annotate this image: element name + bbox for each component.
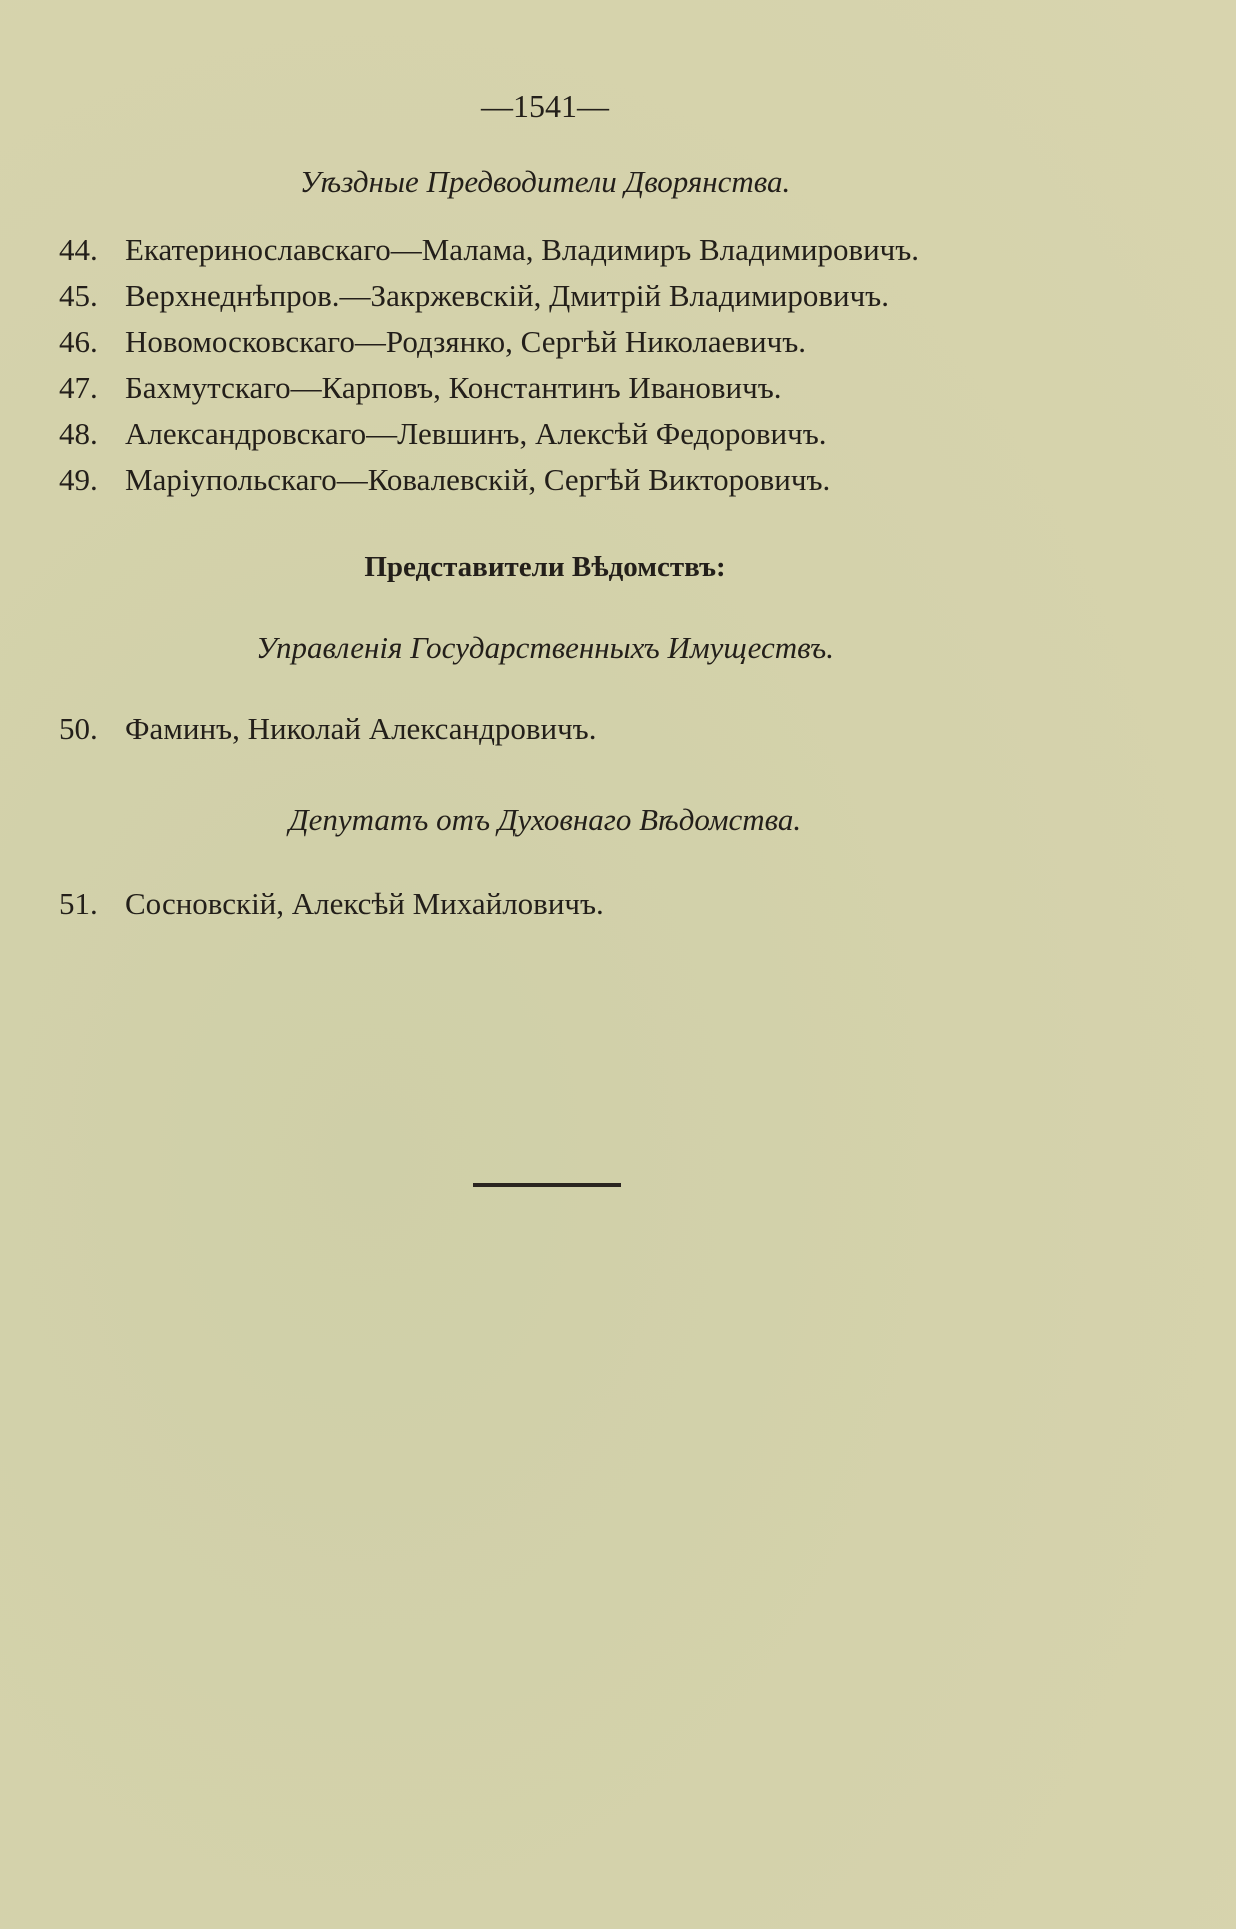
- page-number: —1541—: [481, 88, 609, 124]
- item-number: 46.: [59, 324, 98, 359]
- item-number: 45.: [59, 278, 98, 313]
- item-number: 51.: [59, 886, 98, 921]
- end-rule-divider: [473, 1183, 621, 1187]
- item-number: 44.: [59, 232, 98, 267]
- item-text: Новомосковскаго—Родзянко, Сергѣй Николаевичъ.: [125, 324, 807, 359]
- item-text: Екатеринославскаго—Малама, Владимиръ Владимировичъ.: [125, 232, 920, 267]
- item-number: 47.: [59, 370, 98, 405]
- item-text: Бахмутскаго—Карповъ, Константинъ Ивановичъ.: [125, 370, 782, 405]
- item-text: Фаминъ, Николай Александровичъ.: [125, 711, 597, 746]
- section-heading: Уѣздные Предводители Дворянства.: [299, 164, 791, 199]
- item-text: Верхнеднѣпров.—Закржевскій, Дмитрій Владимировичъ.: [125, 278, 889, 313]
- item-text: Александровскаго—Левшинъ, Алексѣй Федоровичъ.: [125, 416, 827, 451]
- item-number: 48.: [59, 416, 98, 451]
- item-number: 50.: [59, 711, 98, 746]
- item-text: Сосновскій, Алексѣй Михайловичъ.: [125, 886, 604, 921]
- subsection-heading: Управленія Государственныхъ Имуществъ.: [255, 630, 834, 665]
- section-heading: Представители Вѣдомствъ:: [364, 551, 726, 583]
- item-text: Маріупольскаго—Ковалевскій, Сергѣй Викторовичъ.: [125, 462, 831, 497]
- subsection-heading: Депутатъ отъ Духовнаго Вѣдомства.: [288, 802, 802, 837]
- item-number: 49.: [59, 462, 98, 497]
